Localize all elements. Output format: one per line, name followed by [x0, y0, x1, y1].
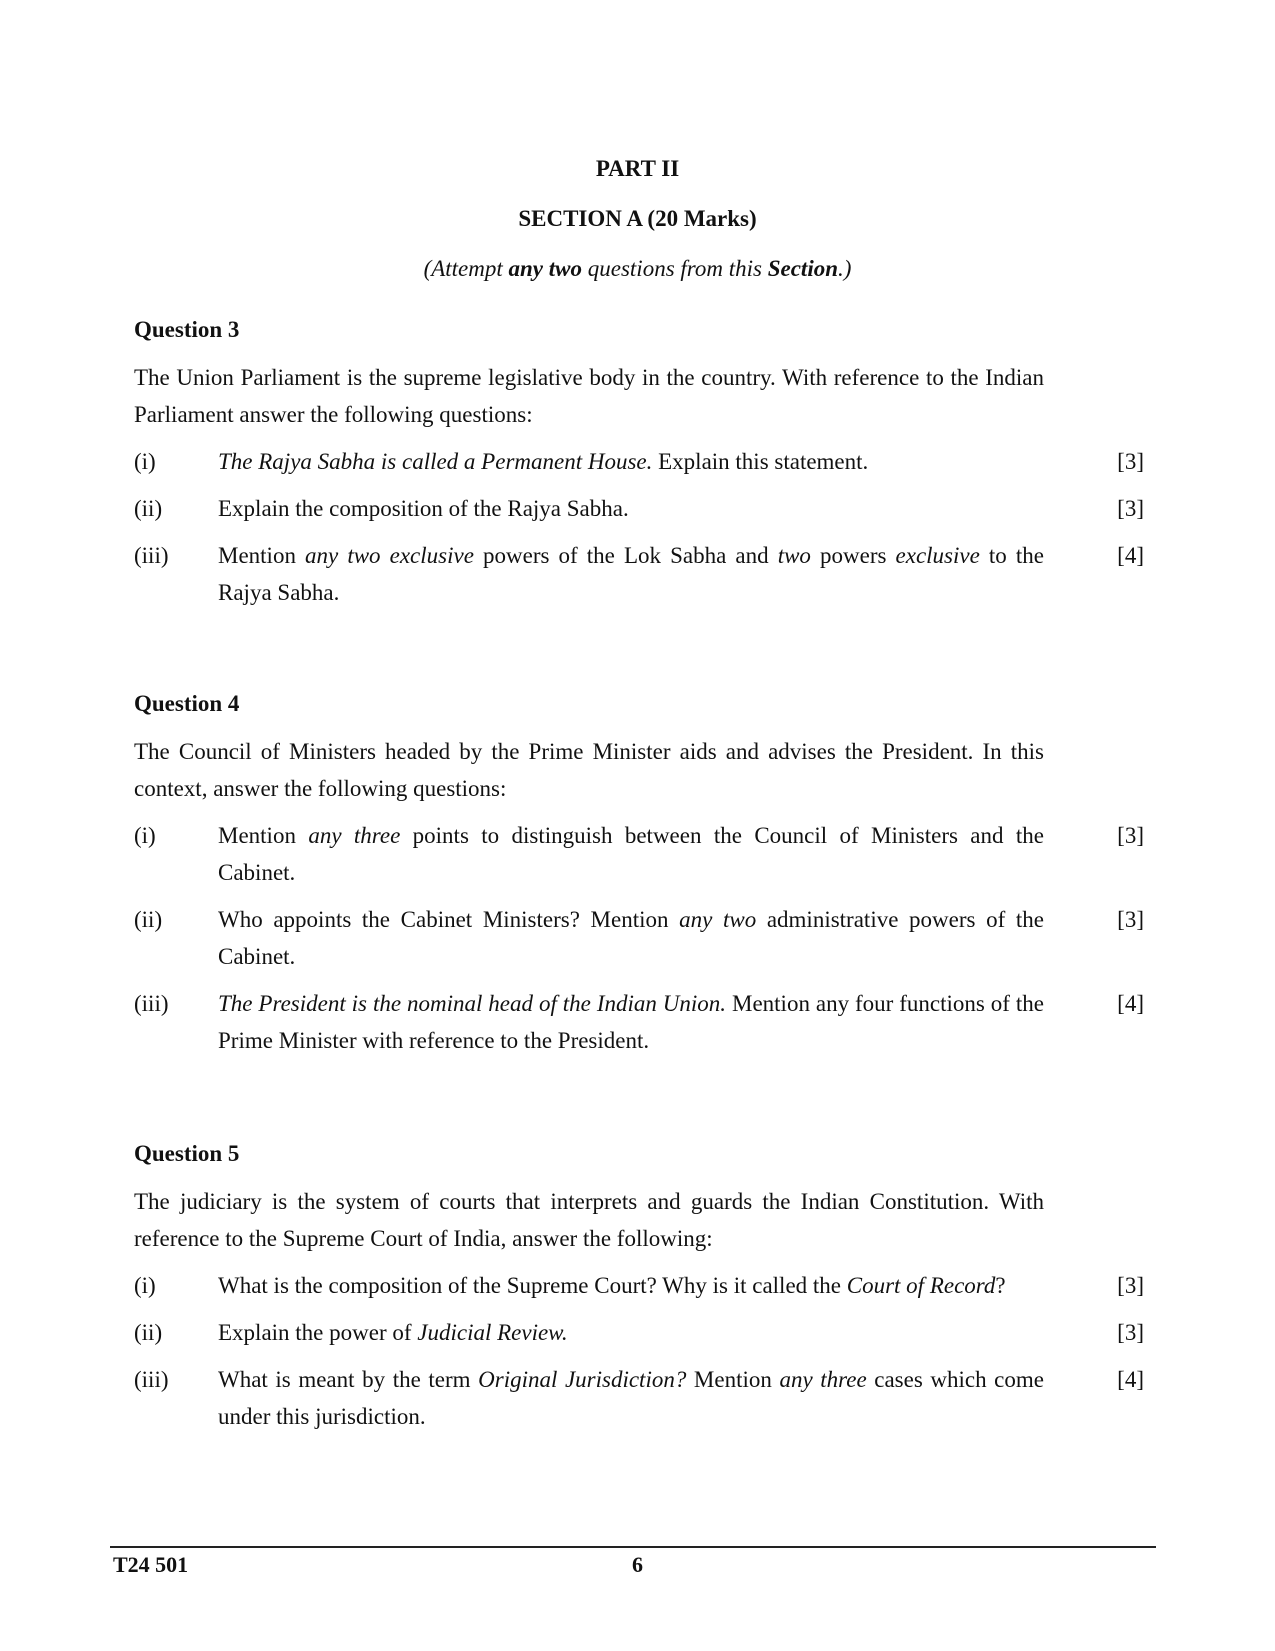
- item-marks: [4]: [1117, 543, 1144, 568]
- item-text: [218, 901, 1044, 975]
- item-marks: [3]: [1117, 1273, 1144, 1298]
- instruction-text: .): [838, 256, 852, 281]
- page-number: 6: [632, 1552, 643, 1577]
- item-text-run: Mention: [218, 823, 309, 848]
- item-text: [218, 817, 1044, 891]
- item-marks: [3]: [1117, 823, 1144, 848]
- item-text-run: Explain this statement.: [652, 449, 869, 474]
- question-3: [134, 316, 1144, 611]
- item-text-run: to the Rajya Sabha.: [218, 543, 1044, 605]
- item-number: (i): [134, 1273, 156, 1298]
- item-text-run: Who appoints the Cabinet Ministers? Mention: [218, 907, 680, 932]
- item-number: (ii): [134, 496, 163, 521]
- item-marks: [3]: [1117, 1320, 1144, 1345]
- question-item: [134, 490, 1144, 527]
- question-item: [134, 1314, 1144, 1351]
- question-item: [134, 443, 1144, 480]
- question-title: Question 4: [134, 691, 240, 716]
- item-text-emphasis: The President is the nominal head of the Indian Union.: [218, 991, 727, 1016]
- item-number: (ii): [134, 1320, 163, 1345]
- question-item: [134, 817, 1144, 891]
- item-text-emphasis: two: [777, 543, 811, 568]
- item-text: [218, 1267, 1044, 1304]
- footer-divider: [110, 1546, 1156, 1548]
- item-text: [218, 490, 1044, 527]
- item-text-emphasis: any two: [679, 907, 757, 932]
- instruction-emphasis: any two: [508, 256, 582, 281]
- item-text: [218, 443, 1044, 480]
- item-text-run: Explain the composition of the Rajya Sabha.: [218, 496, 629, 521]
- question-4: [134, 690, 1144, 1059]
- item-number: (ii): [134, 907, 163, 932]
- item-marks: [3]: [1117, 496, 1144, 521]
- item-number: (iii): [134, 543, 169, 568]
- instruction-text: (Attempt: [423, 256, 509, 281]
- question-intro: The Union Parliament is the supreme legislative body in the country. With reference to the Indian Parliament answer the following questions:: [134, 365, 1044, 427]
- item-text-emphasis: The Rajya Sabha is called a Permanent House.: [218, 449, 653, 474]
- item-marks: [4]: [1117, 1367, 1144, 1392]
- item-text-run: Explain the power of: [218, 1320, 418, 1345]
- item-text-run: powers of the Lok Sabha and: [473, 543, 778, 568]
- item-text-run: points to distinguish between the Council of Ministers and the Cabinet.: [218, 823, 1044, 885]
- item-text-emphasis: exclusive: [895, 543, 980, 568]
- item-marks: [4]: [1117, 991, 1144, 1016]
- item-text-emphasis: Court of Record: [846, 1273, 996, 1298]
- item-text-run: powers: [810, 543, 896, 568]
- section-heading: SECTION A (20 Marks): [518, 206, 757, 231]
- item-number: (i): [134, 449, 156, 474]
- item-number: (iii): [134, 991, 169, 1016]
- question-title: Question 3: [134, 317, 240, 342]
- question-item: [134, 901, 1144, 975]
- item-text-emphasis: Original Jurisdiction?: [478, 1367, 687, 1392]
- item-text: [218, 1314, 1044, 1351]
- question-item: [134, 1267, 1144, 1304]
- item-text-run: administrative powers of the Cabinet.: [218, 907, 1044, 969]
- question-item: [134, 537, 1144, 611]
- question-title: Question 5: [134, 1141, 240, 1166]
- item-text-run: ?: [995, 1273, 1006, 1298]
- item-text: [218, 985, 1044, 1059]
- item-marks: [3]: [1117, 907, 1144, 932]
- item-marks: [3]: [1117, 449, 1144, 474]
- item-text-emphasis: Judicial Review.: [417, 1320, 568, 1345]
- item-text: [218, 537, 1044, 611]
- item-number: (iii): [134, 1367, 169, 1392]
- item-text-emphasis: any three: [308, 823, 401, 848]
- item-text-run: Mention any four functions of the Prime Minister with reference to the President.: [218, 991, 1045, 1053]
- item-text-run: cases which come under this jurisdiction.: [218, 1367, 1044, 1429]
- instruction-emphasis: Section: [767, 256, 838, 281]
- question-intro: The judiciary is the system of courts that interprets and guards the Indian Constitution. With reference to the Supreme Court of India, answer the following:: [134, 1189, 1044, 1251]
- part-heading: PART II: [595, 156, 680, 181]
- item-text-emphasis: any two exclusive: [305, 543, 474, 568]
- instruction-text: questions from this: [582, 256, 768, 281]
- question-item: [134, 985, 1144, 1059]
- item-text-emphasis: any three: [779, 1367, 867, 1392]
- item-text-run: Mention: [686, 1367, 780, 1392]
- paper-code: T24 501: [113, 1552, 189, 1577]
- section-instruction: [0, 256, 1275, 282]
- item-text-run: Mention: [218, 543, 306, 568]
- item-text-run: What is meant by the term: [218, 1367, 479, 1392]
- question-item: [134, 1361, 1144, 1435]
- item-number: (i): [134, 823, 156, 848]
- item-text-run: What is the composition of the Supreme Court? Why is it called the: [218, 1273, 847, 1298]
- item-text: [218, 1361, 1044, 1435]
- question-5: [134, 1140, 1144, 1435]
- question-intro: The Council of Ministers headed by the Prime Minister aids and advises the President. In this context, answer the following questions:: [134, 739, 1044, 801]
